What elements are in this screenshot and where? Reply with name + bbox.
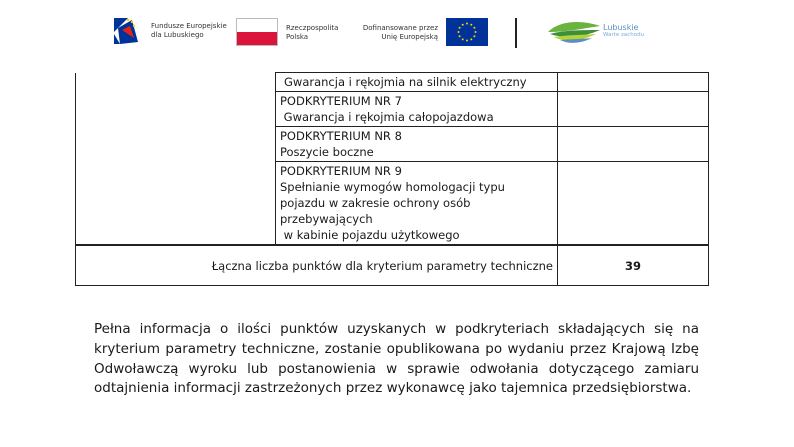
subcriterion-line: w kabinie pojazdu użytkowego — [280, 228, 460, 242]
subcriterion-line: przebywających — [280, 212, 373, 226]
lubuskie-slogan: Warte zachodu — [603, 32, 645, 38]
points-cell — [558, 92, 709, 127]
dofinansowane-text — [358, 24, 438, 42]
logo-separator — [515, 18, 517, 48]
lubuskie-text — [603, 23, 644, 39]
eu-flag — [446, 18, 488, 46]
fundusze-europejskie-text — [151, 22, 227, 40]
criteria-table — [75, 72, 709, 286]
ue-line-2: Unię Europejską — [381, 33, 438, 41]
subcriterion-line: Gwarancja i rękojmia całopojazdowa — [280, 110, 494, 124]
subcriterion-line: Poszycie boczne — [280, 145, 374, 159]
subcriterion-cell — [276, 92, 558, 127]
subcriterion-line: Spełnianie wymogów homologacji typu — [280, 180, 505, 194]
rzeczpospolita-text — [286, 24, 338, 42]
lubuskie-logo — [546, 18, 602, 46]
subcriterion-cell — [276, 162, 558, 246]
fe-line-1: Fundusze Europejskie — [151, 22, 227, 30]
ue-line-1: Dofinansowane przez — [362, 24, 438, 32]
pl-line-2: Polska — [286, 33, 309, 41]
criterion-name-cell — [76, 73, 276, 246]
pl-line-1: Rzeczpospolita — [286, 24, 339, 32]
points-cell — [558, 127, 709, 162]
info-paragraph: Pełna informacja o ilości punktów uzyskanych w podkryteriach składających się na kryterium parametry techniczne, zostanie opublikowana po wydaniu przez Krajową Izbę Odwoławczą wyroku lub postanowienia w sprawie odwołania dotyczącego zamiaru odtajnienia informacji zastrzeżonych przez wykonawcę jako tajemnica przedsiębiorstwa. — [94, 321, 699, 397]
subcriterion-title: PODKRYTERIUM NR 9 — [280, 164, 402, 178]
subcriterion-title: PODKRYTERIUM NR 7 — [280, 94, 402, 108]
subcriterion-line: Gwarancja i rękojmia na silnik elektryczny — [284, 75, 527, 89]
total-row — [76, 245, 709, 286]
subcriterion-title: PODKRYTERIUM NR 8 — [280, 129, 402, 143]
fe-line-2: dla Lubuskiego — [151, 31, 204, 39]
total-label: Łączna liczba punktów dla kryterium parametry techniczne — [76, 245, 558, 286]
points-cell — [558, 73, 709, 92]
points-cell — [558, 162, 709, 246]
total-value: 39 — [558, 245, 709, 286]
fundusze-europejskie-logo — [108, 14, 146, 48]
lubuskie-name: Lubuskie — [603, 23, 639, 32]
subcriterion-cell — [276, 73, 558, 92]
subcriterion-cell — [276, 127, 558, 162]
subcriterion-line: pojazdu w zakresie ochrony osób — [280, 196, 471, 210]
table-row — [76, 73, 709, 92]
poland-flag — [236, 18, 278, 46]
